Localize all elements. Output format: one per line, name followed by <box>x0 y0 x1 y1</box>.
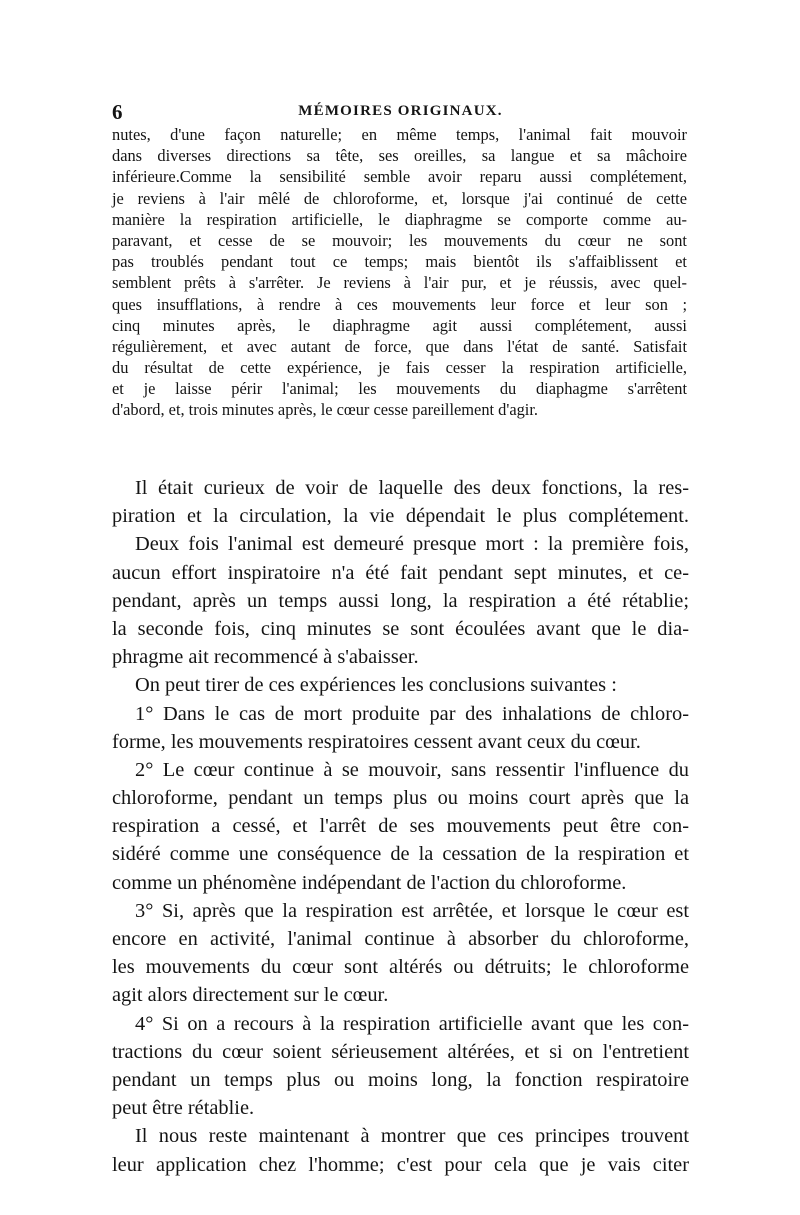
text-line: aucun effort inspiratoire n'a été fait pendant sept minutes, et ce- <box>112 561 689 584</box>
text-line: les mouvements du cœur sont altérés ou détruits; le chloroforme <box>112 956 689 979</box>
text-line: 3° Si, après que la respiration est arrêtée, et lorsque le cœur est <box>135 899 689 922</box>
page-number: 6 <box>112 100 123 124</box>
text-line: 2° Le cœur continue à se mouvoir, sans ressentir l'influence du <box>135 758 689 781</box>
text-line: pendant, après un temps aussi long, la respiration a été rétablie; <box>112 589 689 612</box>
text-line: Il nous reste maintenant à montrer que ces principes trouvent <box>135 1125 689 1148</box>
text-line: comme un phénomène indépendant de l'action du chloroforme. <box>112 871 627 894</box>
text-line: Il était curieux de voir de laquelle des deux fonctions, la res- <box>135 477 689 499</box>
text-line: encore en activité, l'animal continue à absorber du chloroforme, <box>112 928 689 950</box>
text-line: manière la respiration artificielle, le diaphragme se comporte comme au- <box>112 209 687 229</box>
text-line: d'abord, et, trois minutes après, le cœur cesse pareillement d'agir. <box>112 400 539 420</box>
text-line: du résultat de cette expérience, je fais cesser la respiration artificielle, <box>112 358 687 378</box>
text-line: ques insufflations, à rendre à ces mouvements leur force et leur son ; <box>112 294 687 314</box>
text-line: piration et la circulation, la vie dépendait le plus complétement. <box>112 505 689 528</box>
text-line: respiration a cessé, et l'arrêt de ses mouvements peut être con- <box>112 815 689 838</box>
text-line: je reviens à l'air mêlé de chloroforme, et, lorsque j'ai continué de cette <box>112 188 687 208</box>
text-line: dans diverses directions sa tête, ses oreilles, sa langue et sa mâchoire <box>112 146 687 166</box>
text-line: paravant, et cesse de se mouvoir; les mouvements du cœur ne sont <box>112 230 687 250</box>
text-line: nutes, d'une façon naturelle; en même temps, l'animal fait mouvoir <box>112 125 687 144</box>
text-line: peut être rétablie. <box>112 1097 255 1120</box>
text-line: leur application chez l'homme; c'est pour cela que je vais citer <box>112 1153 689 1176</box>
text-line: forme, les mouvements respiratoires cessent avant ceux du cœur. <box>112 730 641 753</box>
text-line: la seconde fois, cinq minutes se sont écoulées avant que le dia- <box>112 617 689 640</box>
text-line: agit alors directement sur le cœur. <box>112 984 389 1007</box>
small-print-paragraph <box>112 124 687 421</box>
text-line: pendant un temps plus ou moins long, la fonction respiratoire <box>112 1068 689 1091</box>
text-line: chloroforme, pendant un temps plus ou moins court après que la <box>112 787 689 810</box>
text-line: pas troublés pendant tout ce temps; mais bientôt ils s'affaiblissent et <box>112 252 687 272</box>
text-line: cinq minutes après, le diaphragme agit aussi complétement, aussi <box>112 315 687 335</box>
text-line: tractions du cœur soient sérieusement altérées, et si on l'entretient <box>112 1040 689 1063</box>
text-line: phragme ait recommencé à s'abaisser. <box>112 646 419 669</box>
text-line: sidéré comme une conséquence de la cessation de la respiration et <box>112 843 689 866</box>
text-line: inférieure.Comme la sensibilité semble avoir reparu aussi complétement, <box>112 167 687 187</box>
text-line: 1° Dans le cas de mort produite par des inhalations de chloro- <box>135 702 689 725</box>
running-title: MÉMOIRES ORIGINAUX. <box>298 103 503 119</box>
text-line: 4° Si on a recours à la respiration artificielle avant que les con- <box>135 1012 689 1035</box>
text-line: semblent prêts à s'arrêter. Je reviens à l'air pur, et je réussis, avec quel- <box>112 273 687 293</box>
main-text <box>112 474 689 1179</box>
text-line: régulièrement, et avec autant de force, que dans l'état de santé. Satisfait <box>112 336 687 356</box>
page-header <box>112 100 689 124</box>
text-line: Deux fois l'animal est demeuré presque mort : la première fois, <box>135 533 689 556</box>
text-line: et je laisse périr l'animal; les mouvements du diaphagme s'arrêtent <box>112 379 687 399</box>
text-line: On peut tirer de ces expériences les conclusions suivantes : <box>135 674 617 697</box>
